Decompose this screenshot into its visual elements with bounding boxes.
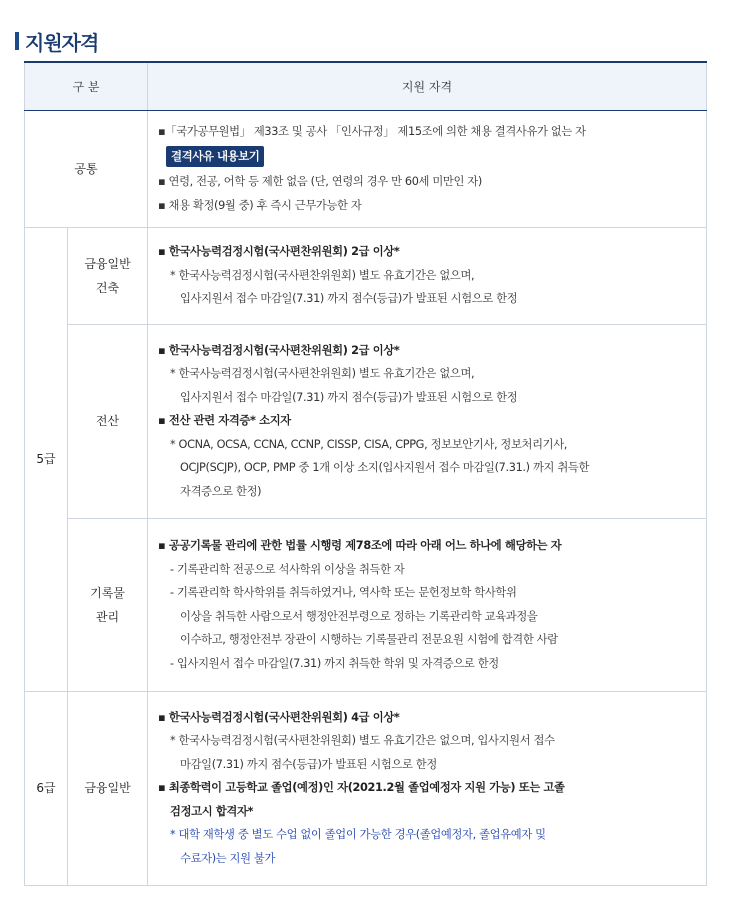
it-line-1: ▪ 한국사능력검정시험(국사편찬위원회) 2급 이상* <box>158 343 400 357</box>
table-row-grade5-it <box>25 324 707 518</box>
grade6-line-2: * 한국사능력검정시험(국사편찬위원회) 별도 유효기간은 없으며, 입사지원서 접수 <box>170 734 555 748</box>
disqualification-button-row <box>158 143 696 170</box>
records-line-2: - 기록관리학 전공으로 석사학위 이상을 취득한 자 <box>170 562 405 576</box>
header-qualification: 지원 자격 <box>148 62 707 110</box>
common-line-3: ▪ 채용 확정(9월 중) 후 즉시 근무가능한 자 <box>158 198 362 212</box>
table-row-common <box>25 110 707 227</box>
label-management: 관리 <box>95 609 120 624</box>
it-line-4: ▪ 전산 관련 자격증* 소지자 <box>158 414 291 428</box>
records-line-3: - 기록관리학 학사학위를 취득하였거나, 역사학 또는 문헌정보학 학사학위 <box>170 586 517 599</box>
content-grade5-records <box>148 518 707 691</box>
table-row-grade5-records <box>25 518 707 691</box>
table-header-row <box>25 62 707 110</box>
content-grade5-finance <box>148 227 707 324</box>
grade6-line-7: 수료자)는 지원 불가 <box>180 851 276 865</box>
content-grade6 <box>148 691 707 885</box>
label-common: 공통 <box>25 110 148 227</box>
label-architecture: 건축 <box>95 280 120 295</box>
finance-line-2: * 한국사능력검정시험(국사편찬위원회) 별도 유효기간은 없으며, <box>170 268 475 282</box>
header-category: 구 분 <box>25 62 148 110</box>
grade6-line-6: * 대학 재학생 중 별도 수업 없이 졸업이 가능한 경우(졸업예정자, 졸업유예자 및 <box>170 828 546 842</box>
section-title <box>15 26 98 56</box>
label-grade6-finance: 금융일반 <box>68 691 148 885</box>
qualification-table <box>24 61 707 886</box>
label-finance: 금융일반 <box>84 256 131 271</box>
label-it: 전산 <box>68 324 148 518</box>
label-grade6: 6급 <box>25 691 68 885</box>
table-row-grade6 <box>25 691 707 885</box>
records-line-5: 이수하고, 행정안전부 장관이 시행하는 기록물관리 전문요원 시험에 합격한 사람 <box>180 633 558 646</box>
finance-line-1: ▪ 한국사능력검정시험(국사편찬위원회) 2급 이상* <box>158 245 400 259</box>
label-finance-architecture <box>68 227 148 324</box>
it-line-3: 입사지원서 접수 마감일(7.31) 까지 점수(등급)가 발표된 시험으로 한정 <box>180 390 518 404</box>
it-line-5: * OCNA, OCSA, CCNA, CCNP, CISSP, CISA, CPPG, 정보보안기사, 정보처리기사, <box>170 437 568 451</box>
table-row-grade5-finance <box>25 227 707 324</box>
records-line-6: - 입사지원서 접수 마감일(7.31) 까지 취득한 학위 및 자격증으로 한정 <box>170 656 499 670</box>
label-records-management <box>68 518 148 691</box>
label-grade5: 5급 <box>25 227 68 691</box>
grade6-line-5: 검정고시 합격자* <box>170 804 254 818</box>
title-bar-marker <box>15 32 19 50</box>
grade6-line-1: ▪ 한국사능력검정시험(국사편찬위원회) 4급 이상* <box>158 710 400 724</box>
it-line-6: OCJP(SCJP), OCP, PMP 중 1개 이상 소지(입사지원서 접수 마감일(7.31.) 까지 취득한 <box>180 461 590 475</box>
grade6-line-3: 마감일(7.31) 까지 점수(등급)가 발표된 시험으로 한정 <box>180 757 437 771</box>
content-grade5-it <box>148 324 707 518</box>
content-common <box>148 110 707 227</box>
common-line-2: ▪ 연령, 전공, 어학 등 제한 없음 (단, 연령의 경우 만 60세 미만인 자) <box>158 175 482 189</box>
records-line-4: 이상을 취득한 사람으로서 행정안전부령으로 정하는 기록관리학 교육과정을 <box>180 609 538 623</box>
disqualification-details-button[interactable]: 결격사유 내용보기 <box>166 146 264 167</box>
grade6-line-4: ▪ 최종학력이 고등학교 졸업(예정)인 자(2021.2월 졸업예정자 지원 가능) 또는 고졸 <box>158 781 565 795</box>
records-line-1: ▪ 공공기록물 관리에 관한 법률 시행령 제78조에 따라 아래 어느 하나에 해당하는 자 <box>158 539 562 552</box>
label-records: 기록물 <box>90 585 125 600</box>
section-title-text: 지원자격 <box>25 30 99 55</box>
it-line-2: * 한국사능력검정시험(국사편찬위원회) 별도 유효기간은 없으며, <box>170 367 475 381</box>
common-line-1: ▪「국가공무원법」 제33조 및 공사 「인사규정」 제15조에 의한 채용 결격사유가 없는 자 <box>158 124 586 138</box>
finance-line-3: 입사지원서 접수 마감일(7.31) 까지 점수(등급)가 발표된 시험으로 한정 <box>180 292 518 306</box>
it-line-7: 자격증으로 한정) <box>180 484 262 498</box>
